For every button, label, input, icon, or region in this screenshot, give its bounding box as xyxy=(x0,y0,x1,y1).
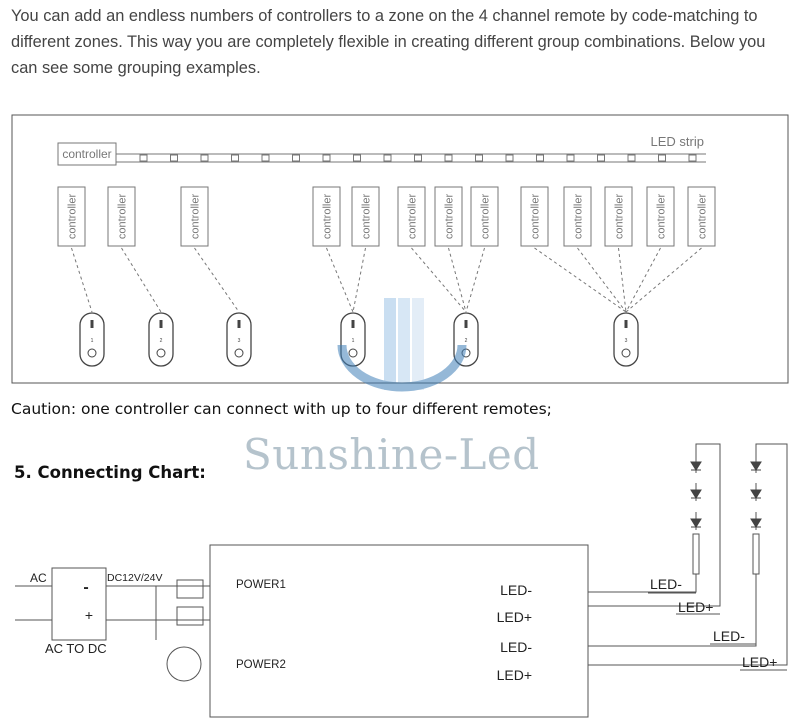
output-led-minus-2: LED- xyxy=(500,639,532,655)
watermark-text: Sunshine-Led xyxy=(243,430,540,479)
strip-led xyxy=(262,155,269,161)
strip-led xyxy=(140,155,147,161)
strip-led xyxy=(293,155,300,161)
wire-label-1: LED- xyxy=(650,576,682,592)
remote-zone-number: 2 xyxy=(159,338,163,344)
watermark-bar-1 xyxy=(384,298,396,390)
watermark-bar-2 xyxy=(398,298,410,390)
controller-label: controller xyxy=(66,193,79,240)
led-diode xyxy=(691,519,701,527)
led-strip-leds xyxy=(140,155,696,161)
led-diode xyxy=(691,490,701,498)
remote-button xyxy=(625,320,628,328)
controller-label: controller xyxy=(479,193,492,240)
led-diode xyxy=(751,490,761,498)
controller-box xyxy=(210,545,588,717)
remote-button xyxy=(160,320,163,328)
remote-zone-number: 2 xyxy=(464,338,468,344)
controller-label: controller xyxy=(360,193,373,240)
led-resistor xyxy=(693,534,699,574)
controller-label: controller xyxy=(443,193,456,240)
strip-led xyxy=(384,155,391,161)
caution-text: Caution: one controller can connect with up to four different remotes; xyxy=(11,400,552,418)
strip-led xyxy=(201,155,208,161)
dashed-link xyxy=(195,248,240,312)
remote-button xyxy=(465,320,468,328)
led-diode xyxy=(691,462,701,470)
wire-label-4: LED+ xyxy=(742,654,778,670)
led-strip-label: LED strip xyxy=(650,134,704,149)
output-led-minus-1: LED- xyxy=(500,582,532,598)
strip-led xyxy=(415,155,422,161)
controller-label: controller xyxy=(189,193,202,240)
power-connector-1 xyxy=(177,580,203,598)
led-strings xyxy=(691,455,761,574)
dashed-link xyxy=(327,248,354,312)
chart-heading: 5. Connecting Chart: xyxy=(14,463,206,482)
adapter-label: AC TO DC xyxy=(45,641,107,656)
strip-led xyxy=(567,155,574,161)
power-connector-2 xyxy=(177,607,203,625)
remote-knob xyxy=(235,349,243,357)
power2-label: POWER2 xyxy=(236,659,286,671)
adapter-minus: - xyxy=(83,579,89,596)
led-diode xyxy=(751,462,761,470)
remote-zone-number: 3 xyxy=(237,338,241,344)
led-resistor xyxy=(753,534,759,574)
remote-knob xyxy=(622,349,630,357)
controller-label: controller xyxy=(406,193,419,240)
intro-paragraph: You can add an endless numbers of controllers to a zone on the 4 channel remote by code-matching to different zones. This way you are completely flexible in creating different group combinations. Below you can see some grouping examples. xyxy=(11,7,766,77)
dashed-link xyxy=(535,248,627,312)
dashed-link xyxy=(72,248,93,312)
strip-led xyxy=(323,155,330,161)
main-controller-label: controller xyxy=(62,147,112,161)
led-diode xyxy=(751,519,761,527)
dashed-link xyxy=(626,248,661,312)
controller-label: controller xyxy=(572,193,585,240)
remote-zone-number: 1 xyxy=(90,338,94,344)
control-knob xyxy=(167,647,201,681)
strip-led xyxy=(537,155,544,161)
controller-label: controller xyxy=(116,193,129,240)
strip-led xyxy=(598,155,605,161)
dc-label: DC12V/24V xyxy=(107,572,163,584)
adapter-box xyxy=(52,568,106,640)
controller-label: controller xyxy=(321,193,334,240)
strip-led xyxy=(506,155,513,161)
strip-led xyxy=(628,155,635,161)
wire-label-2: LED+ xyxy=(678,599,714,615)
strip-led xyxy=(659,155,666,161)
controller-label: controller xyxy=(529,193,542,240)
remote-button xyxy=(238,320,241,328)
strip-led xyxy=(445,155,452,161)
remote-knob xyxy=(349,349,357,357)
strip-led xyxy=(476,155,483,161)
ac-label: AC xyxy=(30,571,47,585)
dashed-link xyxy=(122,248,162,312)
remote-knob xyxy=(88,349,96,357)
strip-led xyxy=(171,155,178,161)
output-led-plus-2: LED+ xyxy=(496,667,532,683)
controllers xyxy=(58,187,715,246)
dashed-link xyxy=(619,248,627,312)
dashed-link xyxy=(449,248,467,312)
remote-button xyxy=(352,320,355,328)
dashed-link xyxy=(578,248,627,312)
dashed-link xyxy=(626,248,702,312)
wire-label-3: LED- xyxy=(713,628,745,644)
remotes xyxy=(80,313,638,366)
adapter-plus: + xyxy=(84,607,94,623)
controller-label: controller xyxy=(696,193,709,240)
remote-knob xyxy=(157,349,165,357)
output-led-plus-1: LED+ xyxy=(496,609,532,625)
controller-label: controller xyxy=(613,193,626,240)
remote-zone-number: 1 xyxy=(351,338,355,344)
strip-led xyxy=(232,155,239,161)
power1-label: POWER1 xyxy=(236,579,286,591)
watermark-bar-3 xyxy=(412,298,424,390)
dashed-link xyxy=(353,248,366,312)
remote-button xyxy=(91,320,94,328)
controller-label: controller xyxy=(655,193,668,240)
strip-led xyxy=(689,155,696,161)
remote-zone-number: 3 xyxy=(624,338,628,344)
dashed-link xyxy=(466,248,485,312)
strip-led xyxy=(354,155,361,161)
